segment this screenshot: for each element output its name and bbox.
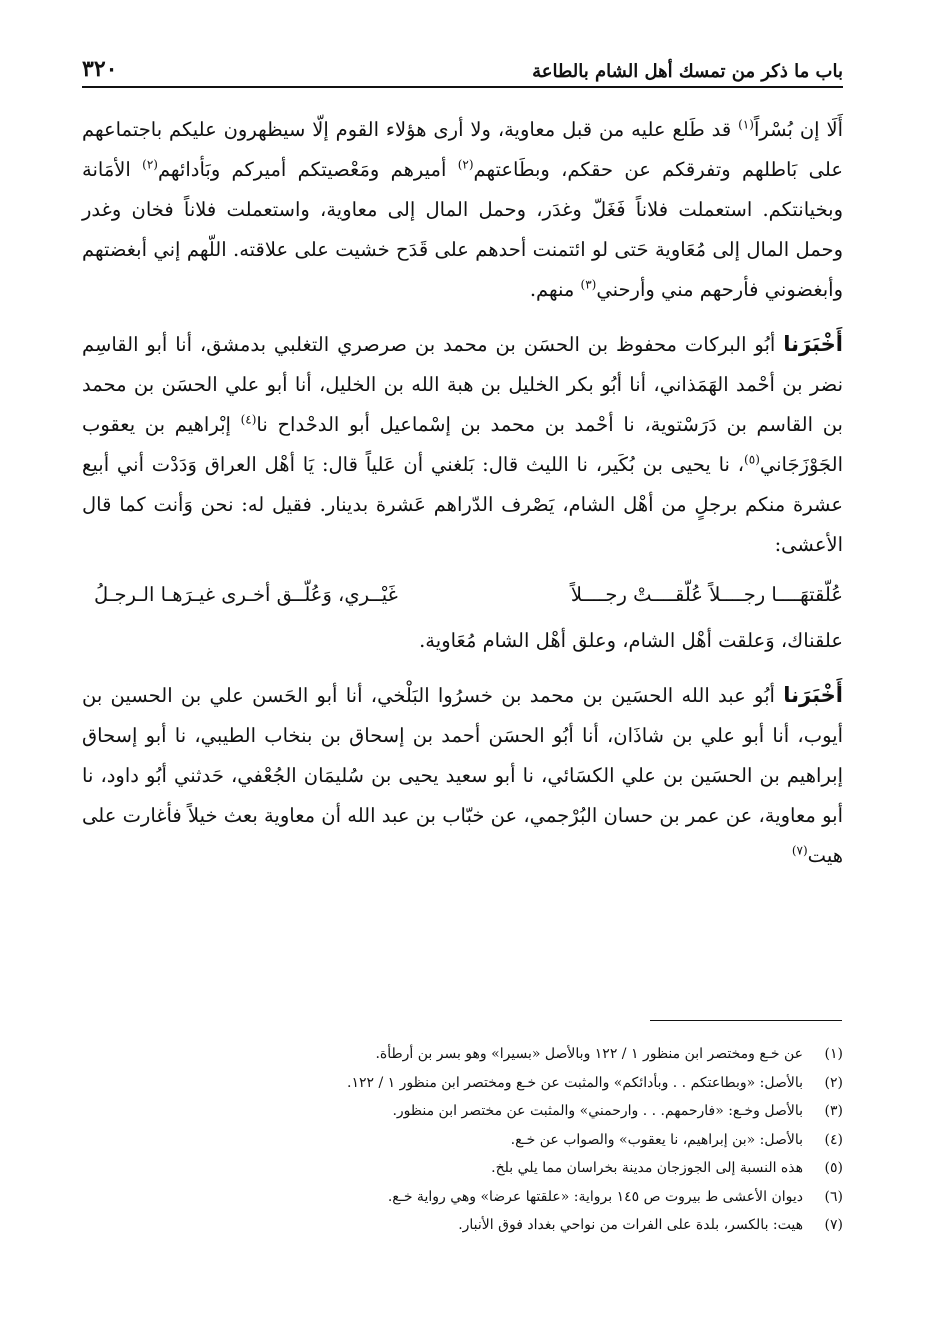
poetry-verse	[82, 575, 843, 615]
footnote-text: بالأصل: «وبطاعتكم . . وبأدائكم» والمثبت عن خـع ومختصر ابن منظور ١ / ١٢٢.	[347, 1074, 803, 1091]
footnote-text: ديوان الأعشى ط بيروت ص ١٤٥ برواية: «علقتها عرضا» وهي رواية خـع.	[387, 1188, 803, 1205]
footnote-number: (١)	[824, 1046, 843, 1062]
footnote-number: (٤)	[824, 1131, 843, 1148]
footnote-ref[interactable]: (٧)	[791, 843, 808, 858]
footnote-ref[interactable]: (٤)	[240, 412, 257, 427]
main-text	[82, 110, 843, 876]
footnote-item	[300, 1211, 843, 1240]
footnote-number: (٣)	[824, 1103, 843, 1119]
footnote-item	[300, 1183, 843, 1212]
footnotes	[300, 1040, 843, 1240]
text-run: قد طَلع عليه من قبل معاوية، ولا أرى هؤلاء القوم إلّا سيظهرون عليكم باجتماعهم على بَاطلهم وتفرقكم عن حقكم، وبطَاعتهم	[82, 118, 843, 181]
footnote-text: بالأصل وخـع: «فارحمهم. . . وارحمني» والمثبت عن مختصر ابن منظور.	[392, 1103, 803, 1119]
footnote-ref[interactable]: (١)	[738, 117, 754, 132]
running-header	[82, 52, 843, 88]
footnote-number: (٦)	[824, 1188, 843, 1205]
text-run: أميرهم ومَعْصيتكم أميركم وبَأدائهم	[157, 158, 458, 181]
footnote-ref[interactable]: (٣)	[580, 277, 597, 292]
footnote-ref[interactable]: (٥)	[744, 452, 760, 467]
text-run: الأمَانة وبخيانتكم. استعملت فلاناً فَغَلّ وغدَر، وحمل المال إلى معاوية، واستعملت فلاناً فخان وغدر وحمل المال إلى مُعَاوية حَتى لو ائتمنت أحدهم على قَدَح خشيت على علاقته. اللّهم إني أبغضتهم وأبغضوني فأرحهم مني وأرحني	[82, 158, 843, 301]
paragraph-4	[82, 675, 843, 876]
footnote-text: هذه النسبة إلى الجوزجان مدينة بخراسان مما يلي بلخ.	[491, 1160, 803, 1176]
page-number: ٣٢٠	[82, 56, 118, 82]
chapter-title: باب ما ذكر من تمسك أهل الشام بالطاعة	[532, 61, 843, 82]
paragraph-3: علقناك، وَعلقت أهْل الشام، وعلق أهْل الشام مُعَاوية.	[419, 629, 843, 652]
verse-hemistich-second: غَيْــري، وَعُلّــق أخـرى غيـرَهـا الـرجـلُ	[94, 583, 398, 606]
footnote-number: (٥)	[824, 1160, 843, 1176]
footnote-text: عن خـع ومختصر ابن منظور ١ / ١٢٢ وبالأصل «بسيرا» وهو بسر بن أرطأة.	[375, 1046, 803, 1062]
verse-hemistich-first: عُلّقتهَــــا رجــــلاً عُلّقــــتْ رجــــلاً	[570, 583, 843, 606]
footnote-item	[300, 1097, 843, 1126]
footnote-item	[300, 1126, 843, 1155]
text-run: منهم.	[529, 278, 581, 301]
text-run: أَلَا إن بُسْراً	[753, 118, 843, 141]
footnote-number: (٢)	[824, 1074, 843, 1091]
akhbarana-lead: أَخْبَرَنا	[783, 683, 843, 707]
akhbarana-lead: أَخْبَرَنا	[783, 332, 843, 356]
text-run: أبُو البركات محفوظ بن الحسَن بن محمد بن صرصري التغلبي بدمشق، أنا أبو القاسِم نضر بن أحْمد الهَمَذاني، أنا أبُو بكر الخليل بن هبة الله بن الخليل، أنا أبو علي الحسَن بن محمد بن القاسم بن دَرَسْتوية، نا أحْمد بن محمد بن إسْماعيل أبو الدحْداح نا	[82, 333, 843, 436]
paragraph-1	[82, 110, 843, 310]
paragraph-2	[82, 324, 843, 565]
footnote-item	[300, 1069, 843, 1098]
footnote-number: (٧)	[824, 1217, 843, 1233]
footnote-item	[300, 1154, 843, 1183]
footnote-ref[interactable]: (٢)	[457, 157, 474, 172]
footnote-text: هيت: بالكسر، بلدة على الفرات من نواحي بغداد فوق الأنبار.	[458, 1217, 803, 1233]
footnote-ref[interactable]: (٢)	[142, 157, 158, 172]
footnote-item	[300, 1040, 843, 1069]
footnote-text: بالأصل: «بن إبراهيم، نا يعقوب» والصواب عن خـع.	[510, 1131, 803, 1148]
text-run: ، نا يحيى بن بُكَير، نا الليث قال: بَلغني أن عَلياً قال: يَا أهْل العراق وَدَدْت أني أبيع عشرة منكم برجلٍ من أهْل الشام، يَصْرف الدّراهم عَشرة بدينار. فقيل له: نحن وَأنت كما قال الأعشى:	[82, 453, 843, 556]
footnote-divider	[650, 1020, 842, 1021]
text-run: أبُو عبد الله الحسَين بن محمد بن خسرُوا البَلْخي، أنا أبو الحَسن علي بن الحسين بن أيوب، أنا أبو علي بن شاذَان، أنا أبُو الحسَن أحمد بن إسحاق بن بنخاب الطيبي، نا أبو إسحاق إبراهيم بن الحسَين بن علي الكسَائي، نا أبو سعيد يحيى بن سُليمَان الجُعْفي، حَدثني أبُو داود، نا أبو معاوية، عن عمر بن حسان البُرْجمي، عن خبّاب بن عبد الله أن معاوية بعث خيلاً فأغارت على هيت	[82, 684, 843, 867]
text-run: إبْراهيم بن يعقوب الجَوْزَجَاني	[82, 413, 843, 476]
